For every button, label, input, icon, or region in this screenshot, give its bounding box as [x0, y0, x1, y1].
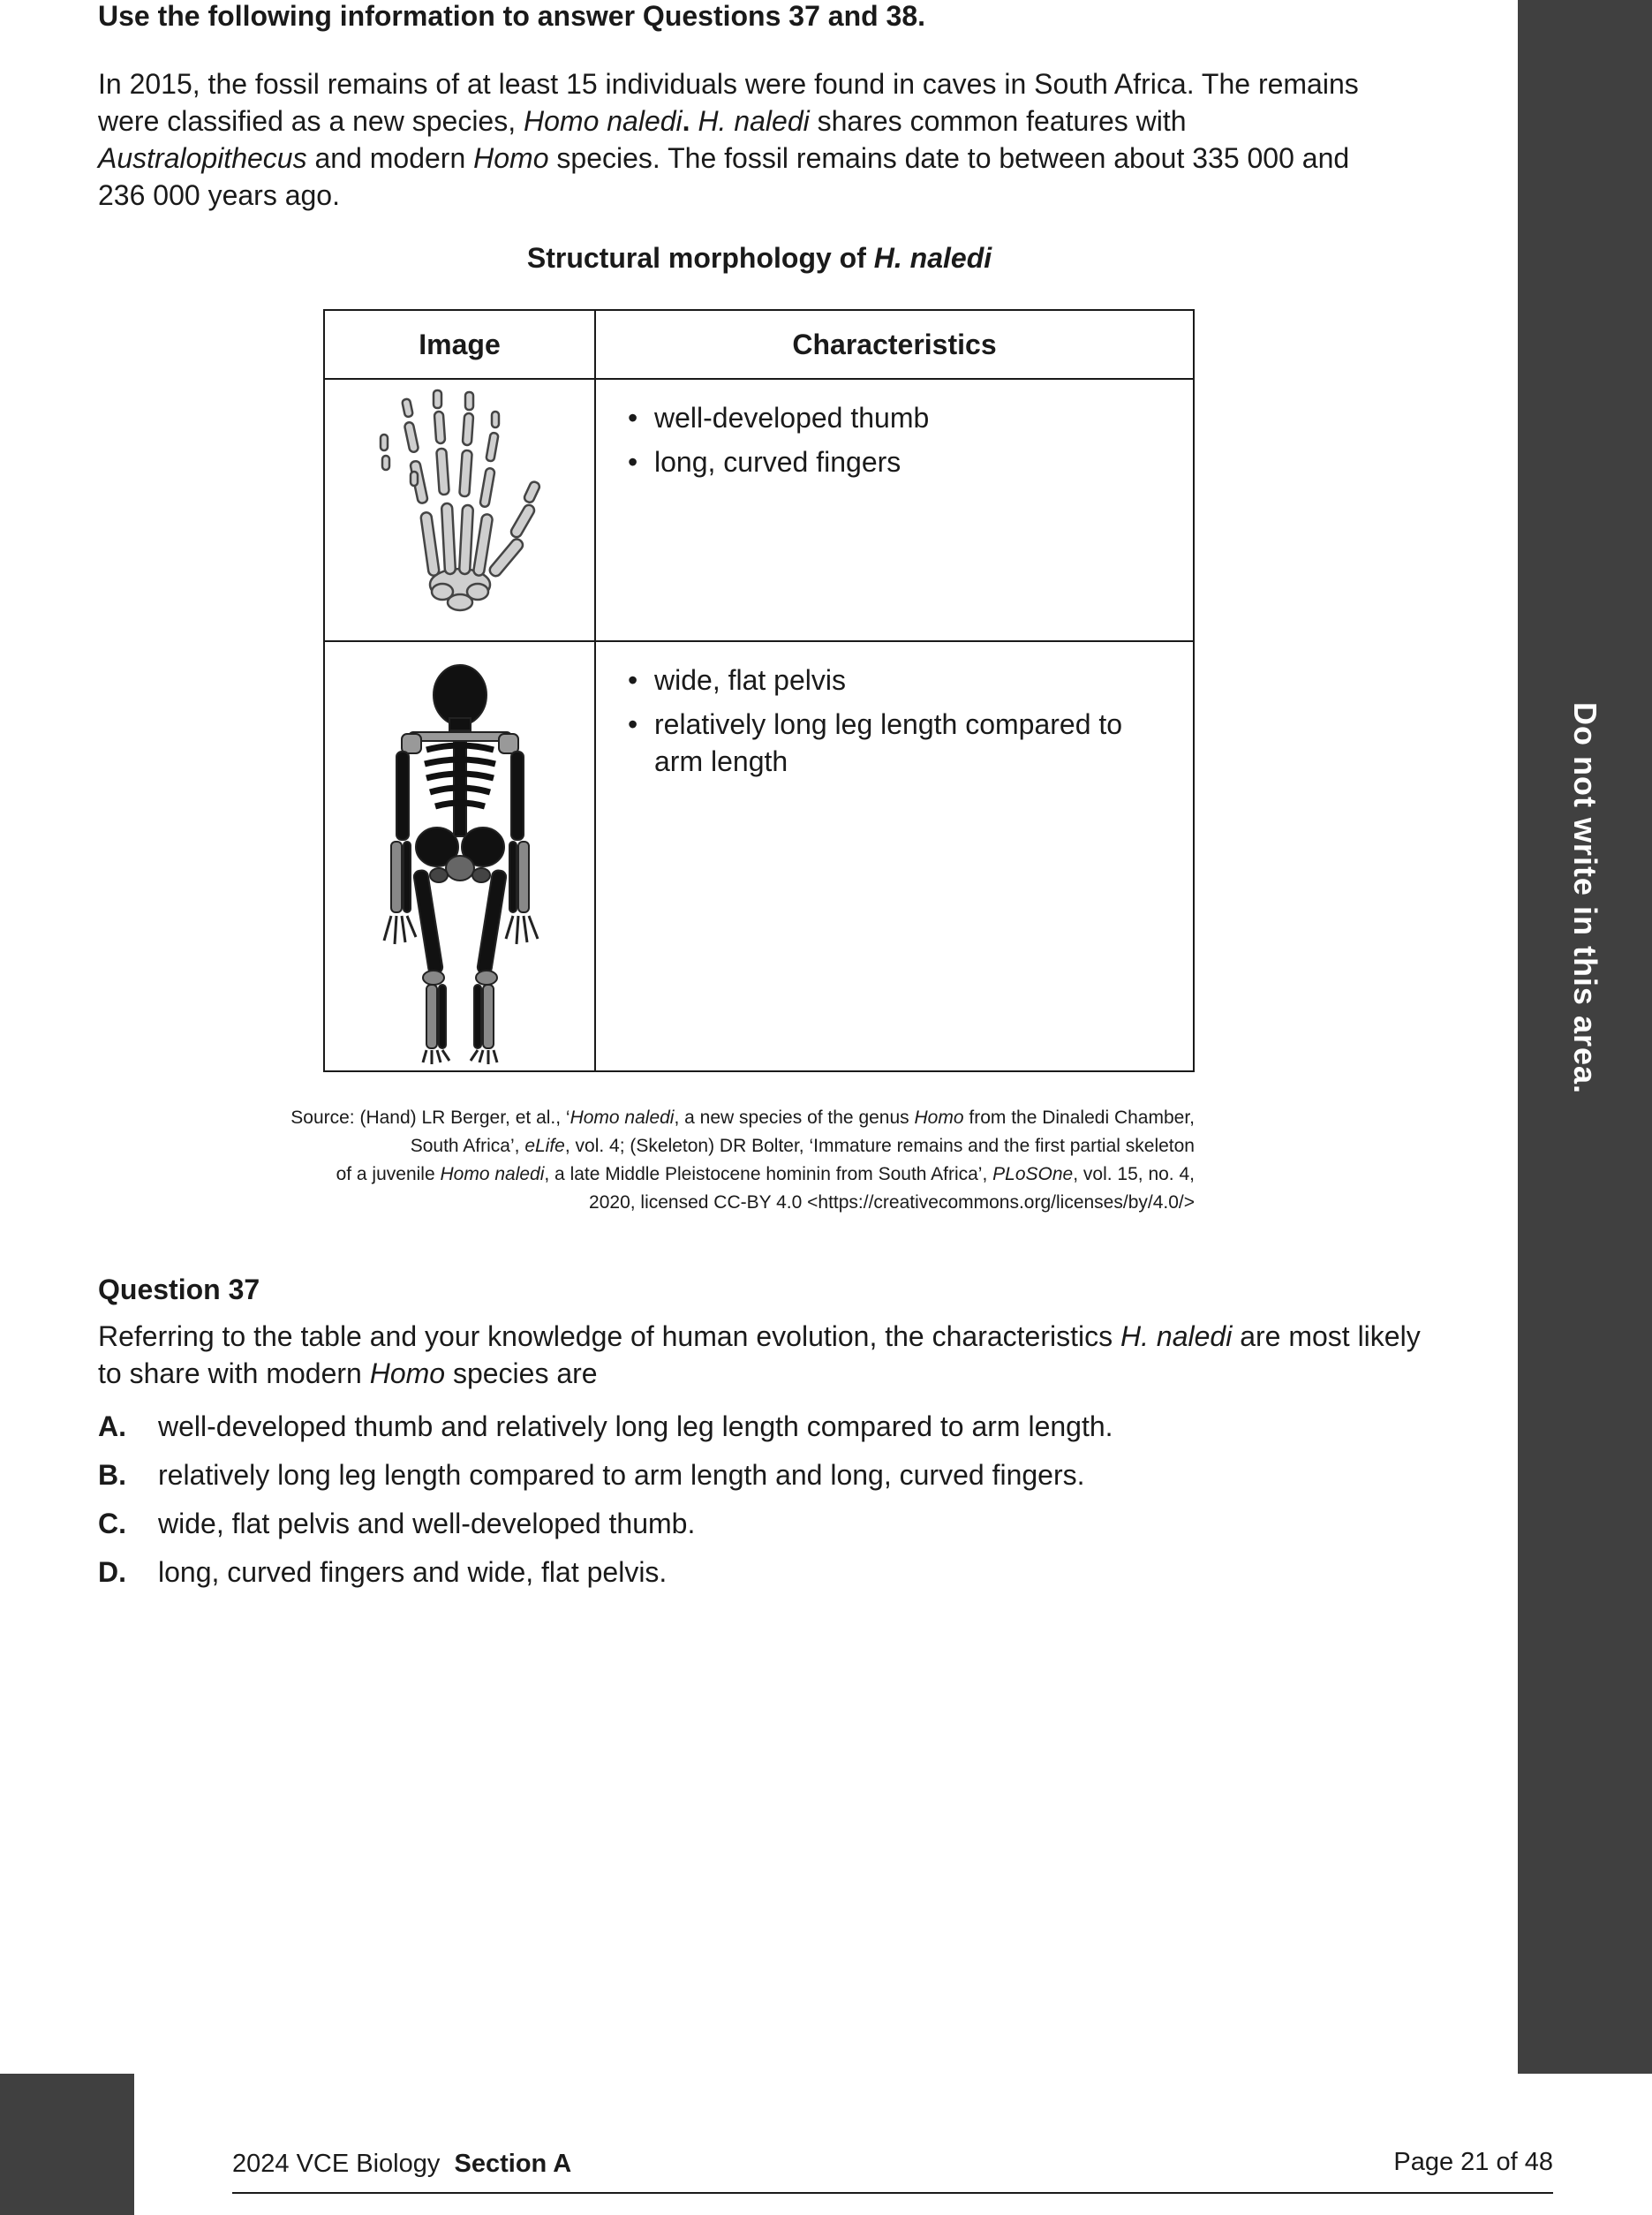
skeleton-characteristics-cell: [595, 641, 1194, 1071]
hand-skeleton-icon: [328, 380, 592, 636]
option-b[interactable]: [98, 1456, 1422, 1505]
option-d[interactable]: [98, 1554, 1422, 1602]
table-row: [324, 641, 1194, 1071]
answer-options: [98, 1408, 1422, 1602]
footer-course: 2024 VCE Biology Section A: [232, 2150, 572, 2178]
footer-section: Section A: [454, 2150, 572, 2178]
option-letter: C.: [98, 1508, 126, 1539]
morphology-table: [323, 309, 1195, 1072]
hand-image-cell: [324, 379, 595, 641]
list-item: • long, curved fingers: [654, 443, 1193, 480]
hand-characteristics-cell: [595, 379, 1194, 641]
option-text: long, curved fingers and wide, flat pelvis.: [158, 1556, 668, 1588]
option-text: wide, flat pelvis and well-developed thumb.: [158, 1508, 696, 1539]
list-item: • wide, flat pelvis: [654, 661, 1193, 699]
question-stem: Referring to the table and your knowledge of human evolution, the characteristics H. naledi are most likely to share with modern Homo species are: [98, 1320, 1421, 1389]
footer-rule: [232, 2192, 1553, 2194]
header-image: Image: [324, 310, 595, 379]
option-text: relatively long leg length compared to arm length and long, curved fingers.: [158, 1459, 1085, 1491]
corner-block: [0, 2074, 134, 2215]
table-title: Structural morphology of H. naledi: [526, 242, 992, 274]
intro-heading: Use the following information to answer Questions 37 and 38.: [98, 0, 926, 32]
skeleton-image-cell: [324, 641, 595, 1071]
table-header-row: [324, 310, 1194, 379]
option-c[interactable]: [98, 1505, 1422, 1554]
margin-warning: Do not write in this area.: [1567, 701, 1603, 1095]
option-letter: B.: [98, 1459, 126, 1491]
full-skeleton-icon: [328, 642, 592, 1066]
option-text: well-developed thumb and relatively long leg length compared to arm length.: [158, 1410, 1113, 1442]
header-characteristics: Characteristics: [595, 310, 1194, 379]
source-citation: Source: (Hand) LR Berger, et al., ‘Homo naledi, a new species of the genus Homo from the Dinaledi Chamber, South Africa’, eLife, vol. 4; (Skeleton) DR Bolter, ‘Immature remains and the first partial skeleton of a juvenile Homo naledi, a late Middle Pleistocene hominin from South Africa’, PLoSOne, vol. 15, no. 4, 2020, licensed CC-BY 4.0 <https://creativecommons.org/licenses/by/4.0/>: [290, 1108, 1195, 1213]
intro-paragraph: In 2015, the fossil remains of at least 15 individuals were found in caves in South Africa. The remains were classified as a new species, Homo naledi. H. naledi shares common features with Australopithecus and modern Homo species. The fossil remains date to between about 335 000 and 236 000 years ago.: [98, 68, 1359, 211]
question-heading: Question 37: [98, 1274, 260, 1305]
table-row: [324, 379, 1194, 641]
list-item: • well-developed thumb: [654, 399, 1193, 436]
option-letter: D.: [98, 1556, 126, 1588]
hand-characteristics-list: [596, 380, 1193, 480]
list-item: • relatively long leg length compared to arm length: [654, 706, 1193, 780]
option-a[interactable]: [98, 1408, 1422, 1456]
option-letter: A.: [98, 1410, 126, 1442]
skeleton-characteristics-list: [596, 642, 1193, 780]
footer-page-number: Page 21 of 48: [1393, 2148, 1553, 2176]
